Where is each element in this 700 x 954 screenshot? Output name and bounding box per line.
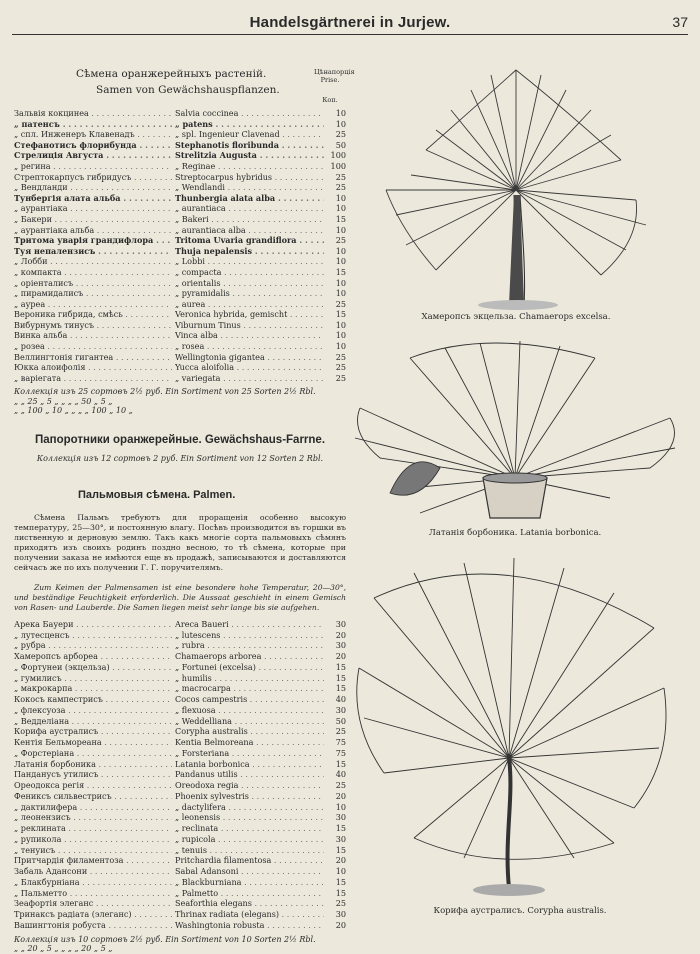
seed-list-row [14, 341, 346, 352]
seed-name-ru: „ Лобби . . . [14, 256, 172, 267]
seed-list-row [14, 855, 346, 866]
seed-name-ru: Вашингтонія робуста . . . [14, 920, 172, 931]
greenhouse-collection-offer [14, 387, 346, 416]
chamaerops-illustration [366, 55, 666, 310]
seed-name-de: „ Blackburniana . . . [175, 877, 325, 888]
seed-list-row [14, 129, 346, 140]
seed-price: 30 [324, 834, 346, 845]
seed-list-row [14, 267, 346, 278]
seed-list-row [14, 748, 346, 759]
seed-price: 25 [324, 373, 346, 384]
seed-list-row [14, 694, 346, 705]
seed-price: 20 [324, 651, 346, 662]
seed-name-de: „ rosea . . . [175, 341, 325, 352]
seed-name-ru: Притчардія филаментоза . . . [14, 855, 172, 866]
seed-price: 40 [324, 769, 346, 780]
seed-name-de: „ humilis . . . [175, 673, 325, 684]
seed-name-ru: Винка альба . . . [14, 330, 172, 341]
seed-name-de: Salvia coccinea . . . [175, 108, 325, 119]
seed-name-ru: „ аурантіака альба . . . [14, 225, 172, 236]
seed-price: 25 [324, 235, 346, 246]
seed-name-ru: „ компакта . . . [14, 267, 172, 278]
seed-list-row [14, 866, 346, 877]
seed-list-row [14, 640, 346, 651]
seed-name-de: Pritchardia filamentosa . . . [175, 855, 325, 866]
seed-name-ru: Юкка алоифолія . . . [14, 362, 172, 373]
seed-price: 20 [324, 855, 346, 866]
seed-list-row [14, 716, 346, 727]
seed-name-ru: Тритома уварія грандифлора . . . [14, 235, 172, 246]
corypha-illustration [354, 558, 674, 903]
seed-name-ru: Вероника гибрида, смѣсь . . . [14, 309, 172, 320]
seed-list-row [14, 225, 346, 236]
seed-name-de: „ aurantiaca . . . [175, 203, 325, 214]
seed-list-row [14, 246, 346, 257]
seed-name-de: Cocos campestris . . . [175, 694, 325, 705]
seed-price: 10 [324, 246, 346, 257]
seed-name-de: Washingtonia robusta . . . [175, 920, 325, 931]
seed-list-row [14, 802, 346, 813]
page-header [12, 12, 688, 35]
seed-name-de: „ Wendlandi . . . [175, 182, 325, 193]
seed-price: 15 [324, 759, 346, 770]
seed-list-row [14, 769, 346, 780]
seed-price: 15 [324, 673, 346, 684]
seed-price: 10 [324, 203, 346, 214]
seed-name-de: „ Fortunei (excelsa) . . . [175, 662, 325, 673]
seed-name-de: „ reclinata . . . [175, 823, 325, 834]
seed-list-row [14, 108, 346, 119]
seed-list-row [14, 759, 346, 770]
left-column [14, 68, 355, 954]
seed-price: 100 [324, 161, 346, 172]
seed-name-de: Thuja nepalensis . . . [175, 246, 325, 257]
seed-list-row [14, 898, 346, 909]
seed-list-row [14, 140, 346, 151]
seed-name-de: Veronica hybrida, gemischt . . . [175, 309, 325, 320]
seed-list-row [14, 791, 346, 802]
seed-price: 10 [324, 225, 346, 236]
seed-name-de: „ variegata . . . [175, 373, 325, 384]
seed-list-row [14, 352, 346, 363]
seed-price: 10 [324, 278, 346, 289]
seed-name-ru: „ леонензисъ . . . [14, 812, 172, 823]
seed-price: 10 [324, 288, 346, 299]
seed-price: 15 [324, 214, 346, 225]
seed-list-row [14, 256, 346, 267]
seed-price: 30 [324, 909, 346, 920]
seed-price: 10 [324, 108, 346, 119]
seed-name-ru: „ пирамидалисъ . . . [14, 288, 172, 299]
seed-name-ru: Панданусъ утилисъ . . . [14, 769, 172, 780]
seed-list-row [14, 705, 346, 716]
seed-name-de: „ aurantiaca alba . . . [175, 225, 325, 236]
seed-name-de: „ tenuis . . . [175, 845, 325, 856]
seed-list-row [14, 203, 346, 214]
seed-name-de: „ flexuosa . . . [175, 705, 325, 716]
seed-price: 10 [324, 320, 346, 331]
seed-name-de: Areca Baueri . . . [175, 619, 325, 630]
seed-price: 25 [324, 780, 346, 791]
ferns-title: Папоротники оранжерейные. Gewächshaus-Farrne. [34, 433, 326, 446]
seed-price: 20 [324, 630, 346, 641]
seed-price: 25 [324, 726, 346, 737]
seed-price: 30 [324, 812, 346, 823]
palms-intro-ru: Сѣмена Пальмъ требуютъ для проращенія особенно высокую температуру, 25—30°, и постоянную влагу. Посѣвъ производится въ горшки въ лиственную и дерновую землю. Такъ какъ многіе сорта пальмовыхъ сѣмянъ приходятъ изъ своихъ родинъ поздно весною, то тѣ сѣмена, которые при получении заказа не имѣются еще въ продажѣ, записываются и доставляются сейчасъ же по ихъ получении Г. Г. поручителямъ. [14, 512, 346, 572]
seed-list-row [14, 214, 346, 225]
seed-name-ru: „ рубра . . . [14, 640, 172, 651]
seed-list-row [14, 909, 346, 920]
seed-price: 15 [324, 877, 346, 888]
palms-intro-de: Zum Keimen der Palmensamen ist eine besondere hohe Temperatur, 20—30°, und beständige Feuchtigkeit erforderlich. Die Aussaat geschieht in einem Gemisch von Rasen- und Lauberde. Die Samen liegen meist sehr lange bis sie aufgehen. [14, 582, 346, 612]
seed-name-de: Corypha australis . . . [175, 726, 325, 737]
seed-list-row [14, 673, 346, 684]
seed-price: 50 [324, 716, 346, 727]
seed-name-ru: „ варіегата . . . [14, 373, 172, 384]
seed-price: 25 [324, 182, 346, 193]
seed-price: 10 [324, 866, 346, 877]
seed-name-ru: „ Бакери . . . [14, 214, 172, 225]
seed-price: 15 [324, 683, 346, 694]
seed-name-ru: Кентія Бельмореана . . . [14, 737, 172, 748]
seed-list-row [14, 888, 346, 899]
palm-seed-list [14, 619, 346, 931]
seed-name-de: Streptocarpus hybridus . . . [175, 172, 325, 183]
seed-list-row [14, 362, 346, 373]
seed-name-de: Chamaerops arborea . . . [175, 651, 325, 662]
seed-name-de: „ pyramidalis . . . [175, 288, 325, 299]
seed-price: 15 [324, 662, 346, 673]
seed-price: 75 [324, 737, 346, 748]
seed-list-row [14, 726, 346, 737]
collection-line: Коллекція изъ 25 сортовъ 2½ руб. Ein Sortiment von 25 Sorten 2½ Rbl. [14, 387, 316, 397]
seed-list-row [14, 845, 346, 856]
seed-list-row [14, 823, 346, 834]
seed-name-ru: Арека Бауери . . . [14, 619, 172, 630]
seed-name-de: „ Lobbi . . . [175, 256, 325, 267]
seed-name-de: „ Forsteriana . . . [175, 748, 325, 759]
seed-list-row [14, 193, 346, 204]
seed-list-row [14, 780, 346, 791]
seed-name-ru: „ розеа . . . [14, 341, 172, 352]
seed-name-ru: „ Блакбурніана . . . [14, 877, 172, 888]
seed-name-de: „ Palmetto . . . [175, 888, 325, 899]
seed-name-de: „ Bakeri . . . [175, 214, 325, 225]
seed-list-row [14, 812, 346, 823]
seed-name-de: „ Weddelliana . . . [175, 716, 325, 727]
greenhouse-title-de: Samen von Gewächshauspflanzen. [96, 84, 280, 96]
seed-name-de: „ compacta . . . [175, 267, 325, 278]
seed-name-de: Pandanus utilis . . . [175, 769, 325, 780]
seed-name-de: Yucca aloifolia . . . [175, 362, 325, 373]
seed-name-ru: Туя непалензисъ . . . [14, 246, 172, 257]
seed-name-de: „ Reginae . . . [175, 161, 325, 172]
seed-list-row [14, 119, 346, 130]
seed-price: 15 [324, 309, 346, 320]
seed-price: 10 [324, 193, 346, 204]
seed-name-de: Vinca alba . . . [175, 330, 325, 341]
seed-list-row [14, 161, 346, 172]
seed-price: 10 [324, 330, 346, 341]
seed-name-de: „ dactylifera . . . [175, 802, 325, 813]
seed-price: 30 [324, 640, 346, 651]
seed-price: 25 [324, 362, 346, 373]
seed-price: 30 [324, 705, 346, 716]
seed-price: 10 [324, 256, 346, 267]
seed-name-ru: „ лутесценсъ . . . [14, 630, 172, 641]
seed-price: 15 [324, 845, 346, 856]
seed-price: 15 [324, 267, 346, 278]
seed-list-row [14, 920, 346, 931]
seed-list-row [14, 330, 346, 341]
seed-list-row [14, 619, 346, 630]
seed-list-row [14, 278, 346, 289]
seed-list-row [14, 150, 346, 161]
seed-price: 10 [324, 341, 346, 352]
figure-caption-3: Корифа аустралисъ. Corypha australis. [433, 906, 607, 916]
seed-name-ru: „ Ведделіана . . . [14, 716, 172, 727]
seed-name-de: Phoenix sylvestris . . . [175, 791, 325, 802]
seed-price: 25 [324, 352, 346, 363]
seed-name-de: Thrinax radiata (elegans) . . . [175, 909, 325, 920]
seed-name-de: Oreodoxa regia . . . [175, 780, 325, 791]
seed-price: 20 [324, 791, 346, 802]
seed-name-de: „ leonensis . . . [175, 812, 325, 823]
seed-name-de: Sabal Adansoni . . . [175, 866, 325, 877]
seed-name-ru: „ регина . . . [14, 161, 172, 172]
seed-name-ru: Кокосъ кампестрисъ . . . [14, 694, 172, 705]
seed-name-ru: Ореодокса регія . . . [14, 780, 172, 791]
seed-name-ru: Латанія борбоника . . . [14, 759, 172, 770]
seed-list-row [14, 235, 346, 246]
seed-list-row [14, 172, 346, 183]
seed-list-row [14, 651, 346, 662]
seed-price: 75 [324, 748, 346, 759]
seed-name-de: Viburnum Tinus . . . [175, 320, 325, 331]
seed-list-row [14, 834, 346, 845]
seed-name-de: „ rupicola . . . [175, 834, 325, 845]
seed-name-ru: „ Форстеріана . . . [14, 748, 172, 759]
header-title: Handelsgärtnerei in Jurjew. [249, 14, 451, 31]
seed-list-row [14, 683, 346, 694]
seed-name-de: Tritoma Uvaria grandiflora . . . [175, 235, 325, 246]
seed-name-de: „ patens . . . [175, 119, 325, 130]
collection-line: „ „ 100 „ 10 „ „ „ „ 100 „ 10 „ [14, 406, 133, 416]
seed-list-row [14, 737, 346, 748]
seed-price: 25 [324, 898, 346, 909]
seed-name-ru: „ спл. Инженеръ Клавенадъ . . . [14, 129, 172, 140]
price-column-header: Цѣнапорція Prise. [314, 68, 355, 84]
palms-title: Пальмовыя сѣмена. Palmen. [78, 488, 236, 501]
seed-list-row [14, 288, 346, 299]
seed-name-ru: Веллингтонія гигантеа . . . [14, 352, 172, 363]
seed-price: 50 [324, 140, 346, 151]
seed-name-de: Wellingtonia gigantea . . . [175, 352, 325, 363]
seed-name-ru: „ Вендланди . . . [14, 182, 172, 193]
seed-list-row [14, 373, 346, 384]
seed-name-ru: „ аурантіака . . . [14, 203, 172, 214]
seed-name-de: „ rubra . . . [175, 640, 325, 651]
seed-name-ru: Забаль Адансони . . . [14, 866, 172, 877]
seed-list-row [14, 662, 346, 673]
seed-name-ru: Корифа аустралисъ . . . [14, 726, 172, 737]
seed-price: 40 [324, 694, 346, 705]
seed-price: 10 [324, 802, 346, 813]
ferns-collection-offer: Коллекція изъ 12 сортовъ 2 руб. Ein Sortiment von 12 Sorten 2 Rbl. [36, 453, 324, 463]
greenhouse-seed-list [14, 108, 346, 383]
seed-name-ru: Зальвія кокцинеа . . . [14, 108, 172, 119]
seed-name-ru: Зеафортія элеганс . . . [14, 898, 172, 909]
seed-name-ru: Фениксъ сильвестрисъ . . . [14, 791, 172, 802]
seed-name-de: „ spl. Ingenieur Clavenad . . . [175, 129, 325, 140]
seed-name-de: „ macrocarpa . . . [175, 683, 325, 694]
seed-price: 25 [324, 299, 346, 310]
seed-name-ru: „ дактилифера . . . [14, 802, 172, 813]
seed-name-de: „ lutescens . . . [175, 630, 325, 641]
seed-name-ru: Тунбергія алата альба . . . [14, 193, 172, 204]
seed-price: 20 [324, 920, 346, 931]
seed-name-ru: „ гумилисъ . . . [14, 673, 172, 684]
seed-name-de: Thunbergia alata alba . . . [175, 193, 325, 204]
greenhouse-title-ru: Сѣмена оранжерейныхъ растеній. [76, 68, 267, 80]
seed-name-ru: Стефанотисъ флорибунда . . . [14, 140, 172, 151]
seed-price: 15 [324, 823, 346, 834]
seed-list-row [14, 299, 346, 310]
seed-list-row [14, 182, 346, 193]
seed-list-row [14, 630, 346, 641]
seed-name-ru: Тринаксъ радіата (элеганс) . . . [14, 909, 172, 920]
seed-name-ru: „ патенсъ . . . [14, 119, 172, 130]
seed-price: 15 [324, 888, 346, 899]
seed-price: 25 [324, 172, 346, 183]
latania-illustration [350, 338, 680, 523]
price-unit: Коп. [322, 96, 338, 104]
seed-name-de: Seaforthia elegans . . . [175, 898, 325, 909]
seed-name-ru: „ флексуоза . . . [14, 705, 172, 716]
page-number: 37 [672, 14, 688, 30]
seed-name-de: Stephanotis floribunda . . . [175, 140, 325, 151]
seed-name-ru: „ Фортунеи (экцельза) . . . [14, 662, 172, 673]
collection-line: „ „ 20 „ 5 „ „ „ „ 20 „ 5 „ [14, 944, 113, 954]
seed-name-ru: „ рупикола . . . [14, 834, 172, 845]
seed-list-row [14, 309, 346, 320]
seed-name-de: „ orientalis . . . [175, 278, 325, 289]
collection-line: „ „ 25 „ 5 „ „ „ „ 50 „ 5 „ [14, 396, 113, 406]
seed-price: 10 [324, 119, 346, 130]
figure-caption-1: Хамеропсъ экцельза. Chamaerops excelsa. [421, 312, 611, 322]
seed-name-ru: „ оріенталисъ . . . [14, 278, 172, 289]
seed-name-de: „ aurea . . . [175, 299, 325, 310]
seed-name-ru: „ макрокарпа . . . [14, 683, 172, 694]
greenhouse-section-header [14, 68, 355, 108]
seed-name-ru: Стрелиція Августа . . . [14, 150, 172, 161]
collection-line: Коллекція изъ 10 сортовъ 2½ руб. Ein Sortiment von 10 Sorten 2½ Rbl. [14, 934, 316, 944]
seed-name-ru: Хамеропсъ арбореа . . . [14, 651, 172, 662]
seed-name-ru: Стрептокарпусъ гибридусъ . . . [14, 172, 172, 183]
seed-name-ru: „ ауреа . . . [14, 299, 172, 310]
seed-name-de: Latania borbonica . . . [175, 759, 325, 770]
seed-list-row [14, 320, 346, 331]
seed-price: 30 [324, 619, 346, 630]
seed-name-ru: „ Пальметто . . . [14, 888, 172, 899]
seed-name-de: Kentia Belmoreana . . . [175, 737, 325, 748]
seed-name-ru: „ реклината . . . [14, 823, 172, 834]
seed-price: 100 [324, 150, 346, 161]
seed-price: 25 [324, 129, 346, 140]
seed-name-ru: Вибурнумъ тинусъ . . . [14, 320, 172, 331]
figure-caption-2: Латанія борбоника. Latania borbonica. [428, 528, 602, 538]
seed-list-row [14, 877, 346, 888]
seed-name-de: Strelitzia Augusta . . . [175, 150, 325, 161]
seed-name-ru: „ тенуисъ . . . [14, 845, 172, 856]
